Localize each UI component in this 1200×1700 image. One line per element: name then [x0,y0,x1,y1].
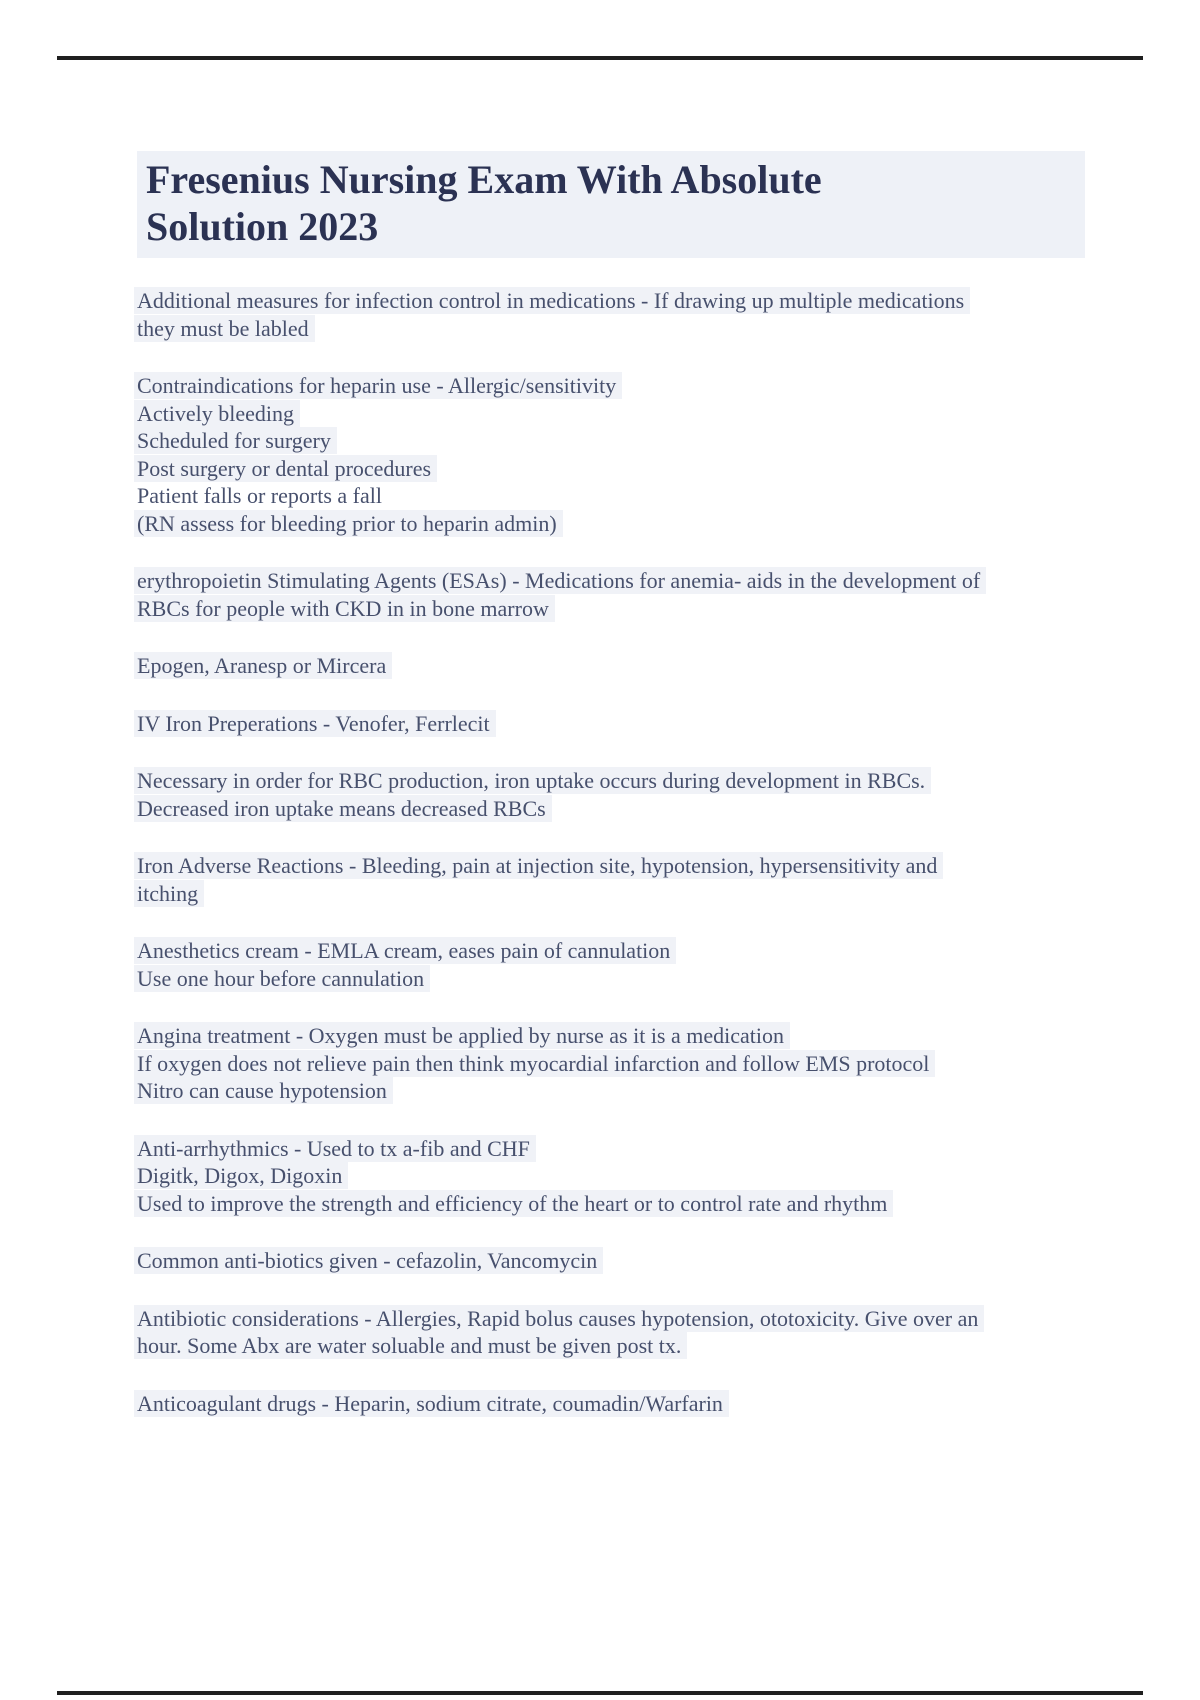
text-line [137,767,1127,795]
text-line [137,1135,1127,1163]
text-line [137,795,1127,823]
text-line [137,710,1127,738]
text-line [137,1077,1127,1105]
bottom-rule [57,1691,1143,1695]
text-line [137,315,1127,343]
text-line [137,455,1127,483]
highlighted-text: itching [134,880,204,907]
paragraph [137,937,1127,992]
paragraph [137,1305,1127,1360]
top-rule [57,56,1143,60]
highlighted-text: Actively bleeding [134,400,300,427]
text-line [137,427,1127,455]
paragraph [137,767,1127,822]
highlighted-text: Use one hour before cannulation [134,965,430,992]
text-line [137,482,1127,510]
highlighted-text: Angina treatment - Oxygen must be applied by nurse as it is a medication [134,1022,790,1049]
text-line [137,1390,1127,1418]
page-title-line-2: Solution 2023 [146,204,379,249]
text-line [137,965,1127,993]
text-line [137,1305,1127,1333]
highlighted-text: hour. Some Abx are water soluable and must be given post tx. [134,1332,687,1359]
text-line [137,1022,1127,1050]
text-line [137,852,1127,880]
paragraph [137,710,1127,738]
document-body [137,287,1127,1447]
text-line [137,372,1127,400]
highlighted-text: Iron Adverse Reactions - Bleeding, pain at injection site, hypotension, hypersensitivity and [134,852,943,879]
plain-text: Patient falls or reports a fall [137,483,382,508]
text-line [137,1162,1127,1190]
highlighted-text: IV Iron Preperations - Venofer, Ferrlecit [134,710,496,737]
highlighted-text: Additional measures for infection control in medications - If drawing up multiple medications [134,287,970,314]
highlighted-text: Nitro can cause hypotension [134,1077,393,1104]
highlighted-text: Post surgery or dental procedures [134,455,437,482]
highlighted-text: Digitk, Digox, Digoxin [134,1162,348,1189]
highlighted-text: Antibiotic considerations - Allergies, Rapid bolus causes hypotension, ototoxicity. Give over an [134,1305,984,1332]
highlighted-text: Used to improve the strength and efficiency of the heart or to control rate and rhythm [134,1190,893,1217]
text-line [137,400,1127,428]
text-line [137,595,1127,623]
text-line [137,287,1127,315]
text-line [137,567,1127,595]
paragraph [137,1247,1127,1275]
highlighted-text: Anticoagulant drugs - Heparin, sodium citrate, coumadin/Warfarin [134,1390,729,1417]
highlighted-text: If oxygen does not relieve pain then think myocardial infarction and follow EMS protocol [134,1050,935,1077]
paragraph [137,652,1127,680]
paragraph [137,372,1127,537]
title-highlight [137,151,1085,258]
paragraph [137,1390,1127,1418]
highlighted-text: (RN assess for bleeding prior to heparin admin) [134,510,563,537]
highlighted-text: Anesthetics cream - EMLA cream, eases pain of cannulation [134,937,676,964]
paragraph [137,567,1127,622]
highlighted-text: Anti-arrhythmics - Used to tx a-fib and CHF [134,1135,536,1162]
paragraph [137,1135,1127,1218]
highlighted-text: Necessary in order for RBC production, iron uptake occurs during development in RBCs. [134,767,931,794]
page-title-line-1: Fresenius Nursing Exam With Absolute [146,157,822,202]
highlighted-text: Epogen, Aranesp or Mircera [134,652,392,679]
text-line [137,1332,1127,1360]
highlighted-text: they must be labled [134,315,315,342]
highlighted-text: Contraindications for heparin use - Allergic/sensitivity [134,372,622,399]
paragraph [137,1022,1127,1105]
highlighted-text: Scheduled for surgery [134,427,337,454]
highlighted-text: RBCs for people with CKD in in bone marrow [134,595,555,622]
paragraph [137,852,1127,907]
highlighted-text: Common anti-biotics given - cefazolin, Vancomycin [134,1247,603,1274]
paragraph [137,287,1127,342]
highlighted-text: Decreased iron uptake means decreased RBCs [134,795,552,822]
text-line [137,652,1127,680]
text-line [137,937,1127,965]
text-line [137,1190,1127,1218]
text-line [137,1247,1127,1275]
text-line [137,880,1127,908]
highlighted-text: erythropoietin Stimulating Agents (ESAs) - Medications for anemia- aids in the development of [134,567,986,594]
text-line [137,510,1127,538]
text-line [137,1050,1127,1078]
